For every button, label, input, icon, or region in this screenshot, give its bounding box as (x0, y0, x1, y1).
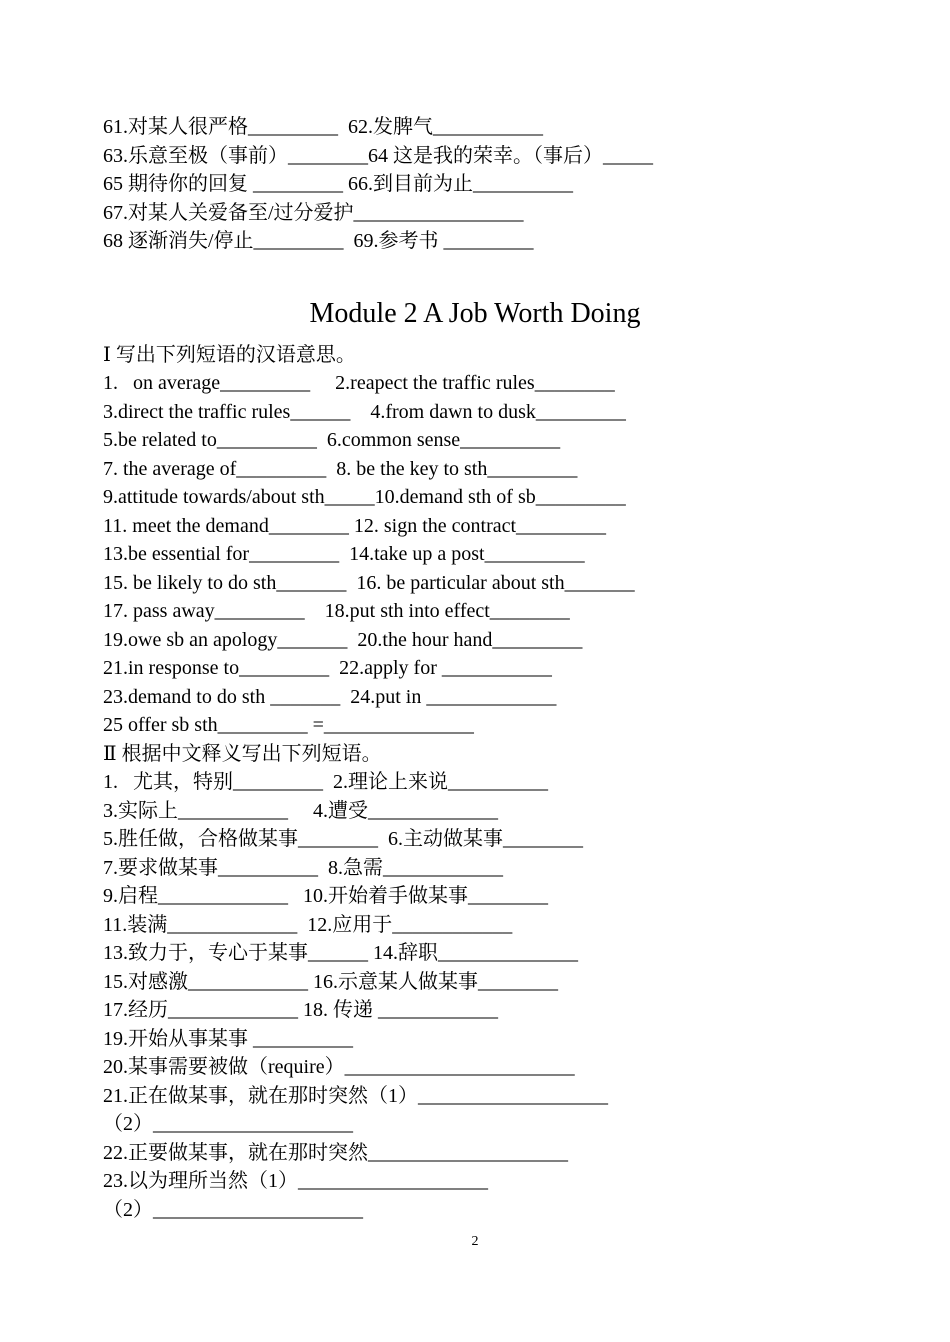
exercise-line: 9.启程_____________ 10.开始着手做某事________ (103, 885, 548, 908)
exercise-line: 7. the average of_________ 8. be the key to sth_________ (103, 457, 578, 480)
exercise-line: 13.致力于，专心于某事______ 14.辞职______________ (103, 942, 578, 965)
exercise-line: 5.be related to__________ 6.common sense__________ (103, 429, 561, 452)
exercise-line: 11.装满_____________ 12.应用于____________ (103, 913, 513, 936)
exercise-line: 1. on average_________ 2.reapect the traffic rules________ (103, 372, 615, 395)
exercise-line: 3.direct the traffic rules______ 4.from dawn to dusk_________ (103, 400, 626, 423)
exercise-line: 1. 尤其，特别_________ 2.理论上来说__________ (103, 771, 548, 794)
page-number: 2 (471, 1234, 479, 1249)
exercise-line: 3.实际上___________ 4.遭受_____________ (103, 799, 498, 822)
exercise-line: 21.正在做某事，就在那时突然（1）___________________ (103, 1084, 608, 1107)
exercise-line: 9.attitude towards/about sth_____10.demand sth of sb_________ (103, 486, 626, 509)
exercise-line: 22.正要做某事，就在那时突然____________________ (103, 1141, 568, 1164)
section-2-heading: Ⅱ 根据中文释义写出下列短语。 (103, 742, 382, 765)
exercise-line: 68 逐渐消失/停止_________ 69.参考书 _________ (103, 230, 534, 252)
exercise-line: （2）_____________________ (103, 1198, 363, 1221)
exercise-line: 23.以为理所当然（1）___________________ (103, 1170, 488, 1193)
exercise-line: 63.乐意至极（事前）________64 这是我的荣幸。（事后）_____ (103, 144, 653, 167)
continued-exercise-lines (103, 113, 883, 256)
exercise-line: （2）____________________ (103, 1113, 353, 1136)
exercise-line: 11. meet the demand________ 12. sign the contract_________ (103, 514, 607, 537)
exercise-line: 23.demand to do sth _______ 24.put in _____________ (103, 685, 557, 708)
exercise-line: 67.对某人关爱备至/过分爱护_________________ (103, 201, 524, 224)
exercise-line: 13.be essential for_________ 14.take up a post__________ (103, 543, 585, 566)
exercise-line: 17. pass away_________ 18.put sth into effect________ (103, 600, 570, 623)
exercise-line: 15. be likely to do sth_______ 16. be particular about sth_______ (103, 571, 635, 594)
exercise-line: 21.in response to_________ 22.apply for ___________ (103, 657, 552, 680)
section-1-heading: Ⅰ 写出下列短语的汉语意思。 (103, 344, 356, 366)
exercise-line: 15.对感激____________ 16.示意某人做某事________ (103, 970, 558, 993)
exercise-line: 20.某事需要被做（require）_______________________ (103, 1056, 575, 1079)
exercise-line: 5.胜任做，合格做某事________ 6.主动做某事________ (103, 828, 583, 851)
exercise-body (103, 341, 883, 1224)
exercise-line: 65 期待你的回复 _________ 66.到目前为止__________ (103, 173, 573, 195)
module-title: Module 2 A Job Worth Doing (309, 298, 641, 329)
exercise-line: 7.要求做某事__________ 8.急需____________ (103, 856, 503, 879)
exercise-line: 61.对某人很严格_________ 62.发脾气___________ (103, 116, 543, 138)
exercise-line: 19.开始从事某事 __________ (103, 1027, 353, 1050)
exercise-line: 19.owe sb an apology_______ 20.the hour hand_________ (103, 628, 583, 651)
exercise-line: 25 offer sb sth_________ =_______________ (103, 714, 474, 737)
exercise-line: 17.经历_____________ 18. 传递 ____________ (103, 999, 498, 1022)
